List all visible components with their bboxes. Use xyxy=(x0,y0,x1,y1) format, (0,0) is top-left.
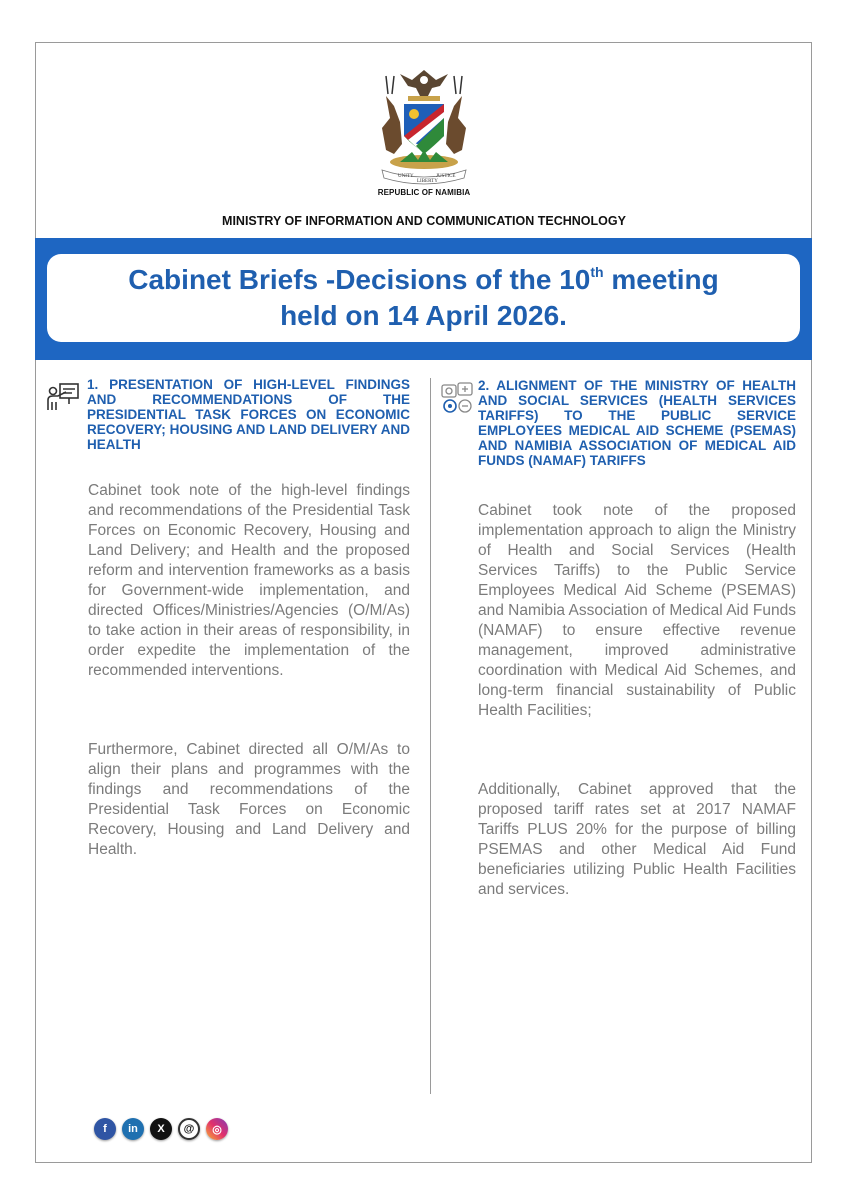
motto-justice: JUSTICE xyxy=(436,174,456,179)
section-1-heading: 1. PRESENTATION OF HIGH-LEVEL FINDINGS AND RECOMMENDATIONS OF THE PRESIDENTIAL TASK FORCES ON ECONOMIC RECOVERY; HOUSING AND LAND DELIVERY AND HEALTH xyxy=(87,377,410,452)
section-1-paragraph-1: Cabinet took note of the high-level findings and recommendations of the Presidential Task Forces on Economic Recovery, Housing and Land Delivery; and Health and the proposed reform and intervention frameworks as a basis for Government-wide implementation, and directed Offices/Ministries/Agencies (O/M/As) to take action in their areas of responsibility, in order expedite the implementation of the recommended interventions. xyxy=(88,482,410,679)
threads-icon[interactable]: @ xyxy=(178,1118,200,1140)
facebook-icon[interactable]: f xyxy=(94,1118,116,1140)
republic-label: REPUBLIC OF NAMIBIA xyxy=(377,188,471,197)
section-2-paragraph-1: Cabinet took note of the proposed implementation approach to align the Ministry of Health and Social Services (Health Services Tariffs) to the Public Service Employees Medical Aid Scheme (PSEMAS) and Namibia Association of Medical Aid Funds (NAMAF) to ensure effective revenue management, improved administrative coordination with Medical Aid Schemes, and long-term financial sustainability of Public Health Facilities; xyxy=(478,502,796,719)
motto-unity: UNITY xyxy=(398,174,414,179)
title-line-2: held on 14 April 2026. xyxy=(280,300,567,331)
title-line1-prefix: Cabinet Briefs -Decisions of the 10 xyxy=(128,264,591,295)
section-2-paragraph-2: Additionally, Cabinet approved that the proposed tariff rates set at 2017 NAMAF Tariffs PLUS 20% for the purpose of billing PSEMAS and other Medical Aid Fund beneficiaries utilizing Public Health Facilities and services. xyxy=(478,781,796,898)
section-2-heading: 2. ALIGNMENT OF THE MINISTRY OF HEALTH AND SOCIAL SERVICES (HEALTH SERVICES TARIFFS) TO THE PUBLIC SERVICE EMPLOYEES MEDICAL AID SCHEME (PSEMAS) AND NAMIBIA ASSOCIATION OF MEDICAL AID FUNDS (NAMAF) TARIFFS xyxy=(478,378,796,468)
coat-of-arms-emblem xyxy=(364,66,484,188)
linkedin-icon[interactable]: in xyxy=(122,1118,144,1140)
title-line-1 xyxy=(47,262,800,298)
motto-liberty: LIBERTY xyxy=(417,179,438,184)
instagram-icon[interactable]: ◎ xyxy=(206,1118,228,1140)
title-line1-suffix: meeting xyxy=(603,264,719,295)
social-links xyxy=(94,1118,228,1142)
column-divider xyxy=(430,378,431,1094)
page-title xyxy=(47,262,800,334)
ministry-name: MINISTRY OF INFORMATION AND COMMUNICATION TECHNOLOGY xyxy=(222,214,626,228)
x-icon[interactable]: X xyxy=(150,1118,172,1140)
presentation-icon xyxy=(46,382,80,412)
health-settings-icon xyxy=(440,381,474,415)
section-1-paragraph-2: Furthermore, Cabinet directed all O/M/As to align their plans and programmes with the findings and recommendations of the Presidential Task Forces on Economic Recovery, Housing and Land Delivery and Health. xyxy=(88,741,410,858)
title-superscript: th xyxy=(590,264,604,280)
